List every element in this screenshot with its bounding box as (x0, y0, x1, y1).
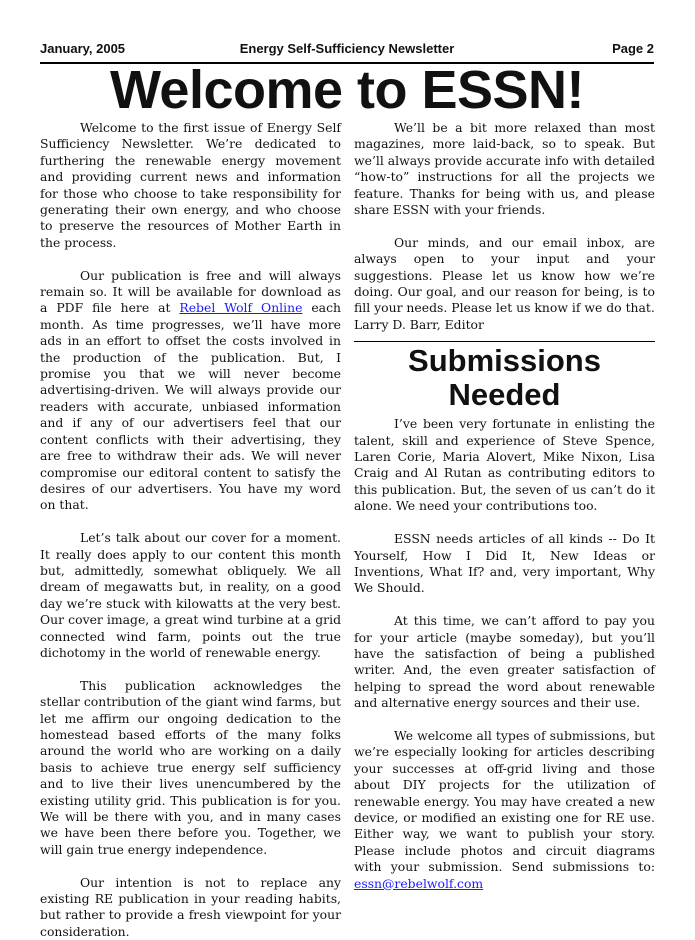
cover-paragraph: Let’s talk about our cover for a moment. It really does apply to our content this month but, admittedly, somewhat obliquely. We all dream of megawatts but, in reality, on a good day we’re stuck with kilowatts at the very best. Our cover image, a great wind turbine at a grid connected wind farm, points out the true dichotomy in the world of renewable energy. (40, 530, 341, 660)
section-title-line: Submissions (408, 343, 601, 379)
paragraph-text: Our publication is free and will always remain so. It will be available for download as a PDF file here at (40, 267, 341, 316)
acknowledgement-paragraph: This publication acknowledges the stellar contribution of the giant wind farms, but let me affirm our ongoing dedication to the homestead based efforts of the many folks around the world who are working on a daily basis to achieve true energy self sufficiency and to live their lives unencumbered by the existing utility grid. This publication is for you. We will be there with you, and in many cases we have been there before you. Together, we will gain true energy independence. (40, 677, 341, 857)
article-types-paragraph: ESSN needs articles of all kinds -- Do It Yourself, How I Did It, New Ideas or Inventions, What If? and, very important, Why We Should. (354, 531, 655, 596)
editor-signature: Larry D. Barr, Editor (354, 316, 484, 332)
submissions-paragraph (354, 728, 655, 892)
section-title (354, 344, 655, 412)
payment-paragraph: At this time, we can’t afford to pay you for your article (maybe someday), but you’ll have the satisfaction of being a published writer. And, the even greater satisfaction of helping to spread the word about renewable and alternative energy sources and their use. (354, 613, 655, 711)
email-link[interactable]: essn@rebelwolf.com (354, 875, 484, 891)
welcome-paragraph: Welcome to the first issue of Energy Self Sufficiency Newsletter. We’re dedicated to furthering the renewable energy movement and providing current news and information for those who choose to take responsibility for generating their own energy, and who choose to preserve the resources of Mother Earth in the process. (40, 120, 341, 250)
publication-name: Energy Self-Sufficiency Newsletter (239, 41, 455, 56)
section-divider (354, 341, 655, 342)
issue-date: January, 2005 (40, 41, 126, 56)
inbox-paragraph: Our minds, and our email inbox, are always open to your input and your suggestions. Please let us know how we’re doing. Our goal, and our reason for being, is to fill your needs. Please let us know if we do that. (354, 234, 655, 316)
paragraph-text: We welcome all types of submissions, but we’re especially looking for articles describing your successes at off-grid living and those about DIY projects for the utilization of renewable energy. You may have created a new device, or modified an existing one for RE use. Either way, we want to publish your story. Please include photos and circuit diagrams with your submission. Send submissions to: (354, 727, 655, 875)
page-title: Welcome to ESSN! (109, 60, 585, 120)
paragraph-text: each month. As time progresses, we’ll have more ads in an effort to offset the costs involved in the production of the publication. But, I promise you that we will never become advertising-driven. We will always provide our readers with accurate, unbiased information and if any of our advertisers feel that our content conflicts with their advertising, they are free to withdraw their ads. We will never compromise our editoral content to satisfy the desires of our advertisers. You have my word on that. (40, 300, 341, 513)
right-column (354, 120, 655, 892)
contributors-paragraph: I’ve been very fortunate in enlisting the talent, skill and experience of Steve Spence, Laren Corie, Maria Alovert, Mike Nixon, Lisa Craig and Al Rutan as contributing editors to this publication. But, the seven of us can’t do it alone. We need your contributions too. (354, 416, 655, 514)
free-publication-paragraph (40, 268, 341, 514)
left-column (40, 120, 341, 940)
section-title-line: Needed (448, 377, 561, 413)
relaxed-paragraph: We’ll be a bit more relaxed than most magazines, more laid-back, so to speak. But we’ll always provide accurate info with detailed “how-to” instructions for all the projects we feature. Thanks for being with us, and please share ESSN with your friends. (354, 120, 655, 218)
intention-paragraph: Our intention is not to replace any existing RE publication in your reading habits, but rather to provide a fresh viewpoint for your consideration. (40, 874, 341, 939)
rebel-wolf-online-link[interactable]: Rebel Wolf Online (179, 300, 303, 316)
page-number: Page 2 (612, 41, 654, 56)
